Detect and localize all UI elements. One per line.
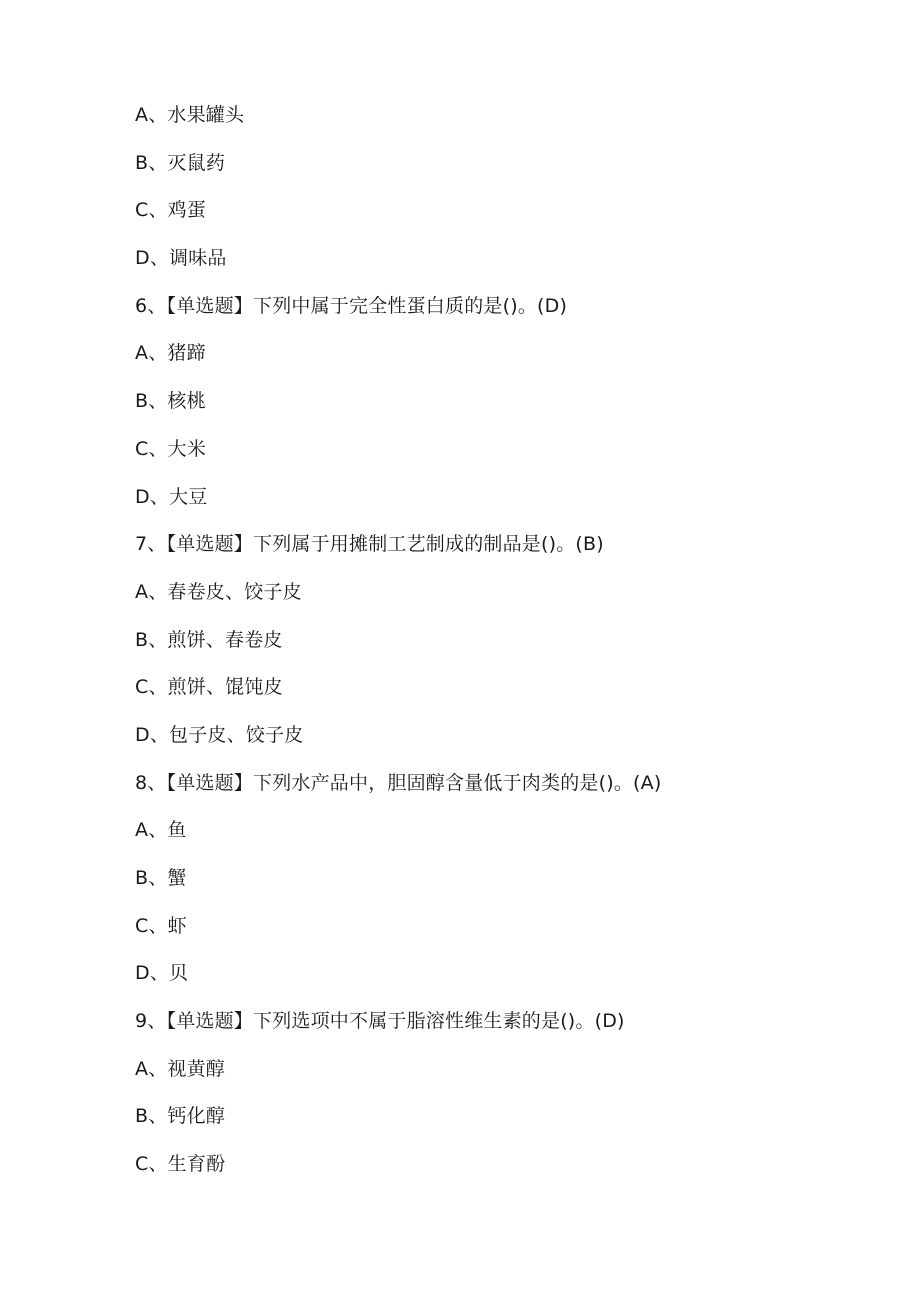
option-line: C、大米 (135, 437, 207, 460)
option-line: B、核桃 (135, 390, 206, 413)
option-line: D、调味品 (135, 247, 227, 270)
option-line: D、大豆 (135, 485, 208, 508)
option-line: C、生育酚 (135, 1153, 226, 1176)
option-line: A、猪蹄 (135, 342, 206, 365)
option-line: A、鱼 (135, 819, 187, 842)
option-line: C、煎饼、馄饨皮 (135, 676, 283, 699)
option-line: B、钙化醇 (135, 1105, 226, 1128)
question-line: 6、【单选题】下列中属于完全性蛋白质的是()。(D) (135, 294, 568, 317)
option-line: B、煎饼、春卷皮 (135, 628, 283, 651)
option-line: D、包子皮、饺子皮 (135, 723, 304, 746)
question-line: 7、【单选题】下列属于用摊制工艺制成的制品是()。(B) (135, 533, 604, 556)
option-line: A、水果罐头 (135, 104, 245, 126)
question-line: 8、【单选题】下列水产品中，胆固醇含量低于肉类的是()。(A) (135, 771, 662, 794)
option-line: A、春卷皮、饺子皮 (135, 580, 302, 603)
option-line: C、鸡蛋 (135, 199, 207, 222)
option-line: C、虾 (135, 914, 187, 937)
document-body (135, 96, 875, 1193)
option-line: A、视黄醇 (135, 1057, 225, 1080)
question-line: 9、【单选题】下列选项中不属于脂溶性维生素的是()。(D) (135, 1010, 625, 1033)
option-line: B、蟹 (135, 867, 187, 889)
option-line: B、灭鼠药 (135, 151, 226, 174)
option-line: D、贝 (135, 962, 189, 985)
